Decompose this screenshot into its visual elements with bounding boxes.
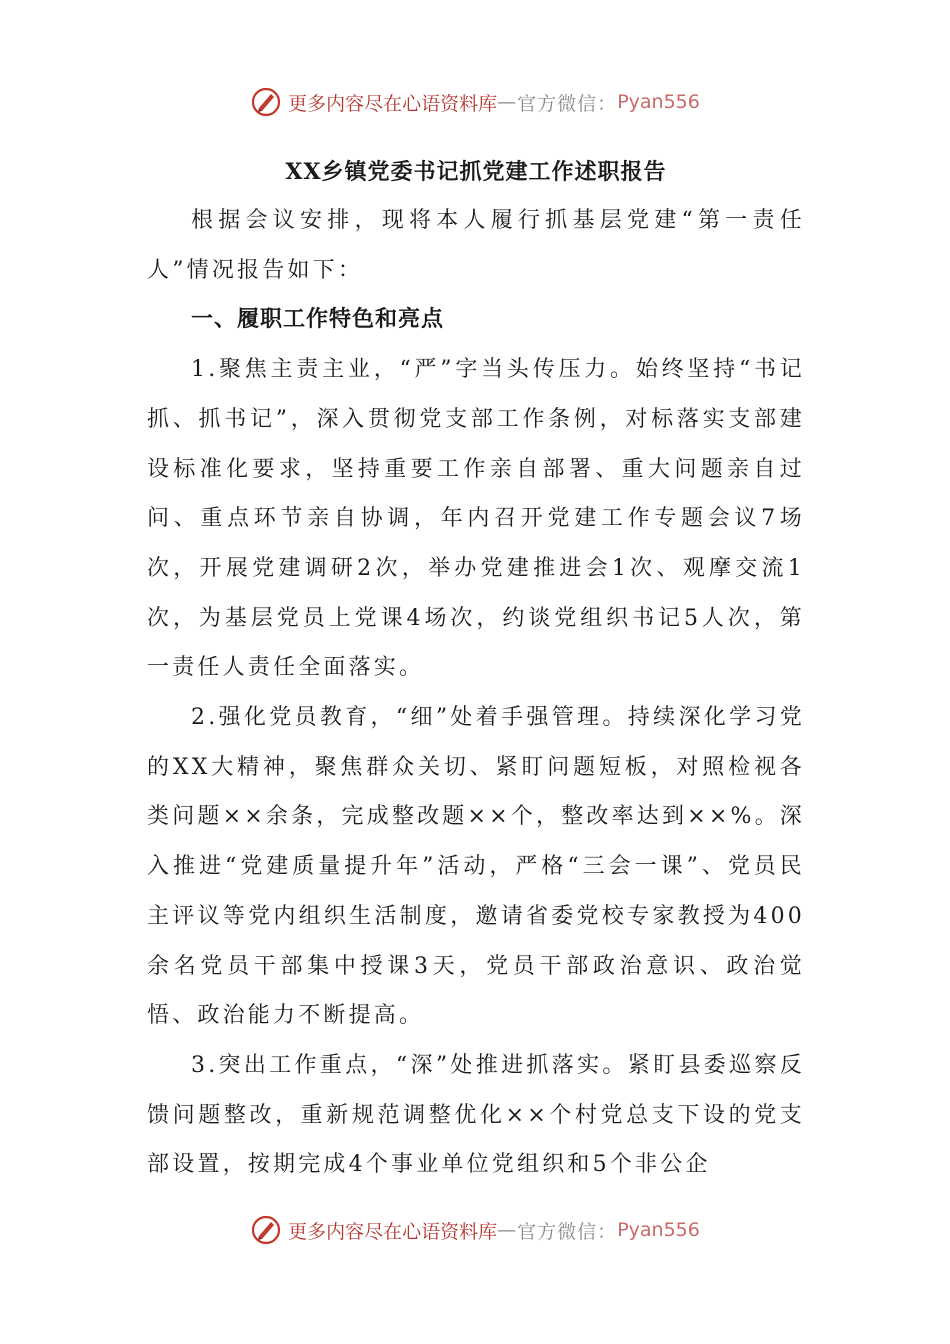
watermark-dash: — (497, 1219, 518, 1241)
paragraph-2: 2.强化党员教育，“细”处着手强管理。持续深化学习党的XX大精神，聚焦群众关切、紧盯问题短板，对照检视各类问题××余条，完成整改题××个，整改率达到××%。深入推进“党建质量提升年”活动，严格“三会一课”、党员民主评议等党内组织生活制度，邀请省委党校专家教授为400余名党员干部集中授课3天，党员干部政治意识、政治觉悟、政治能力不断提高。 (147, 705, 805, 1029)
intro-paragraph: 根据会议安排，现将本人履行抓基层党建“第一责任人”情况报告如下： (147, 208, 805, 283)
watermark-wechat-id: Pyan556 (617, 1219, 700, 1241)
pen-logo-icon (250, 86, 282, 118)
watermark-footer (0, 1210, 950, 1250)
document-title: XX乡镇党委书记抓党建工作述职报告 (285, 159, 667, 185)
watermark-sub-text: 官方微信： (517, 1220, 618, 1243)
watermark-dash: — (497, 91, 518, 113)
document-body (147, 148, 805, 1190)
watermark-header (0, 82, 950, 122)
watermark-main-text: 更多内容尽在心语资料库 (288, 92, 498, 115)
watermark-sub-text: 官方微信： (517, 92, 618, 115)
paragraph-1: 1.聚焦主责主业，“严”字当头传压力。始终坚持“书记抓、抓书记”，深入贯彻党支部工作条例，对标落实支部建设标准化要求，坚持重要工作亲自部署、重大问题亲自过问、重点环节亲自协调，年内召开党建工作专题会议7场次，开展党建调研2次，举办党建推进会1次、观摩交流1次，为基层党员上党课4场次，约谈党组织书记5人次，第一责任人责任全面落实。 (147, 357, 805, 681)
paragraph-3: 3.突出工作重点，“深”处推进抓落实。紧盯县委巡察反馈问题整改，重新规范调整优化××个村党总支下设的党支部设置，按期完成4个事业单位党组织和5个非公企 (147, 1052, 805, 1178)
watermark-main-text: 更多内容尽在心语资料库 (288, 1220, 498, 1243)
watermark-wechat-id: Pyan556 (617, 91, 700, 113)
section-heading: 一、履职工作特色和亮点 (191, 306, 445, 333)
pen-logo-icon (250, 1214, 282, 1246)
